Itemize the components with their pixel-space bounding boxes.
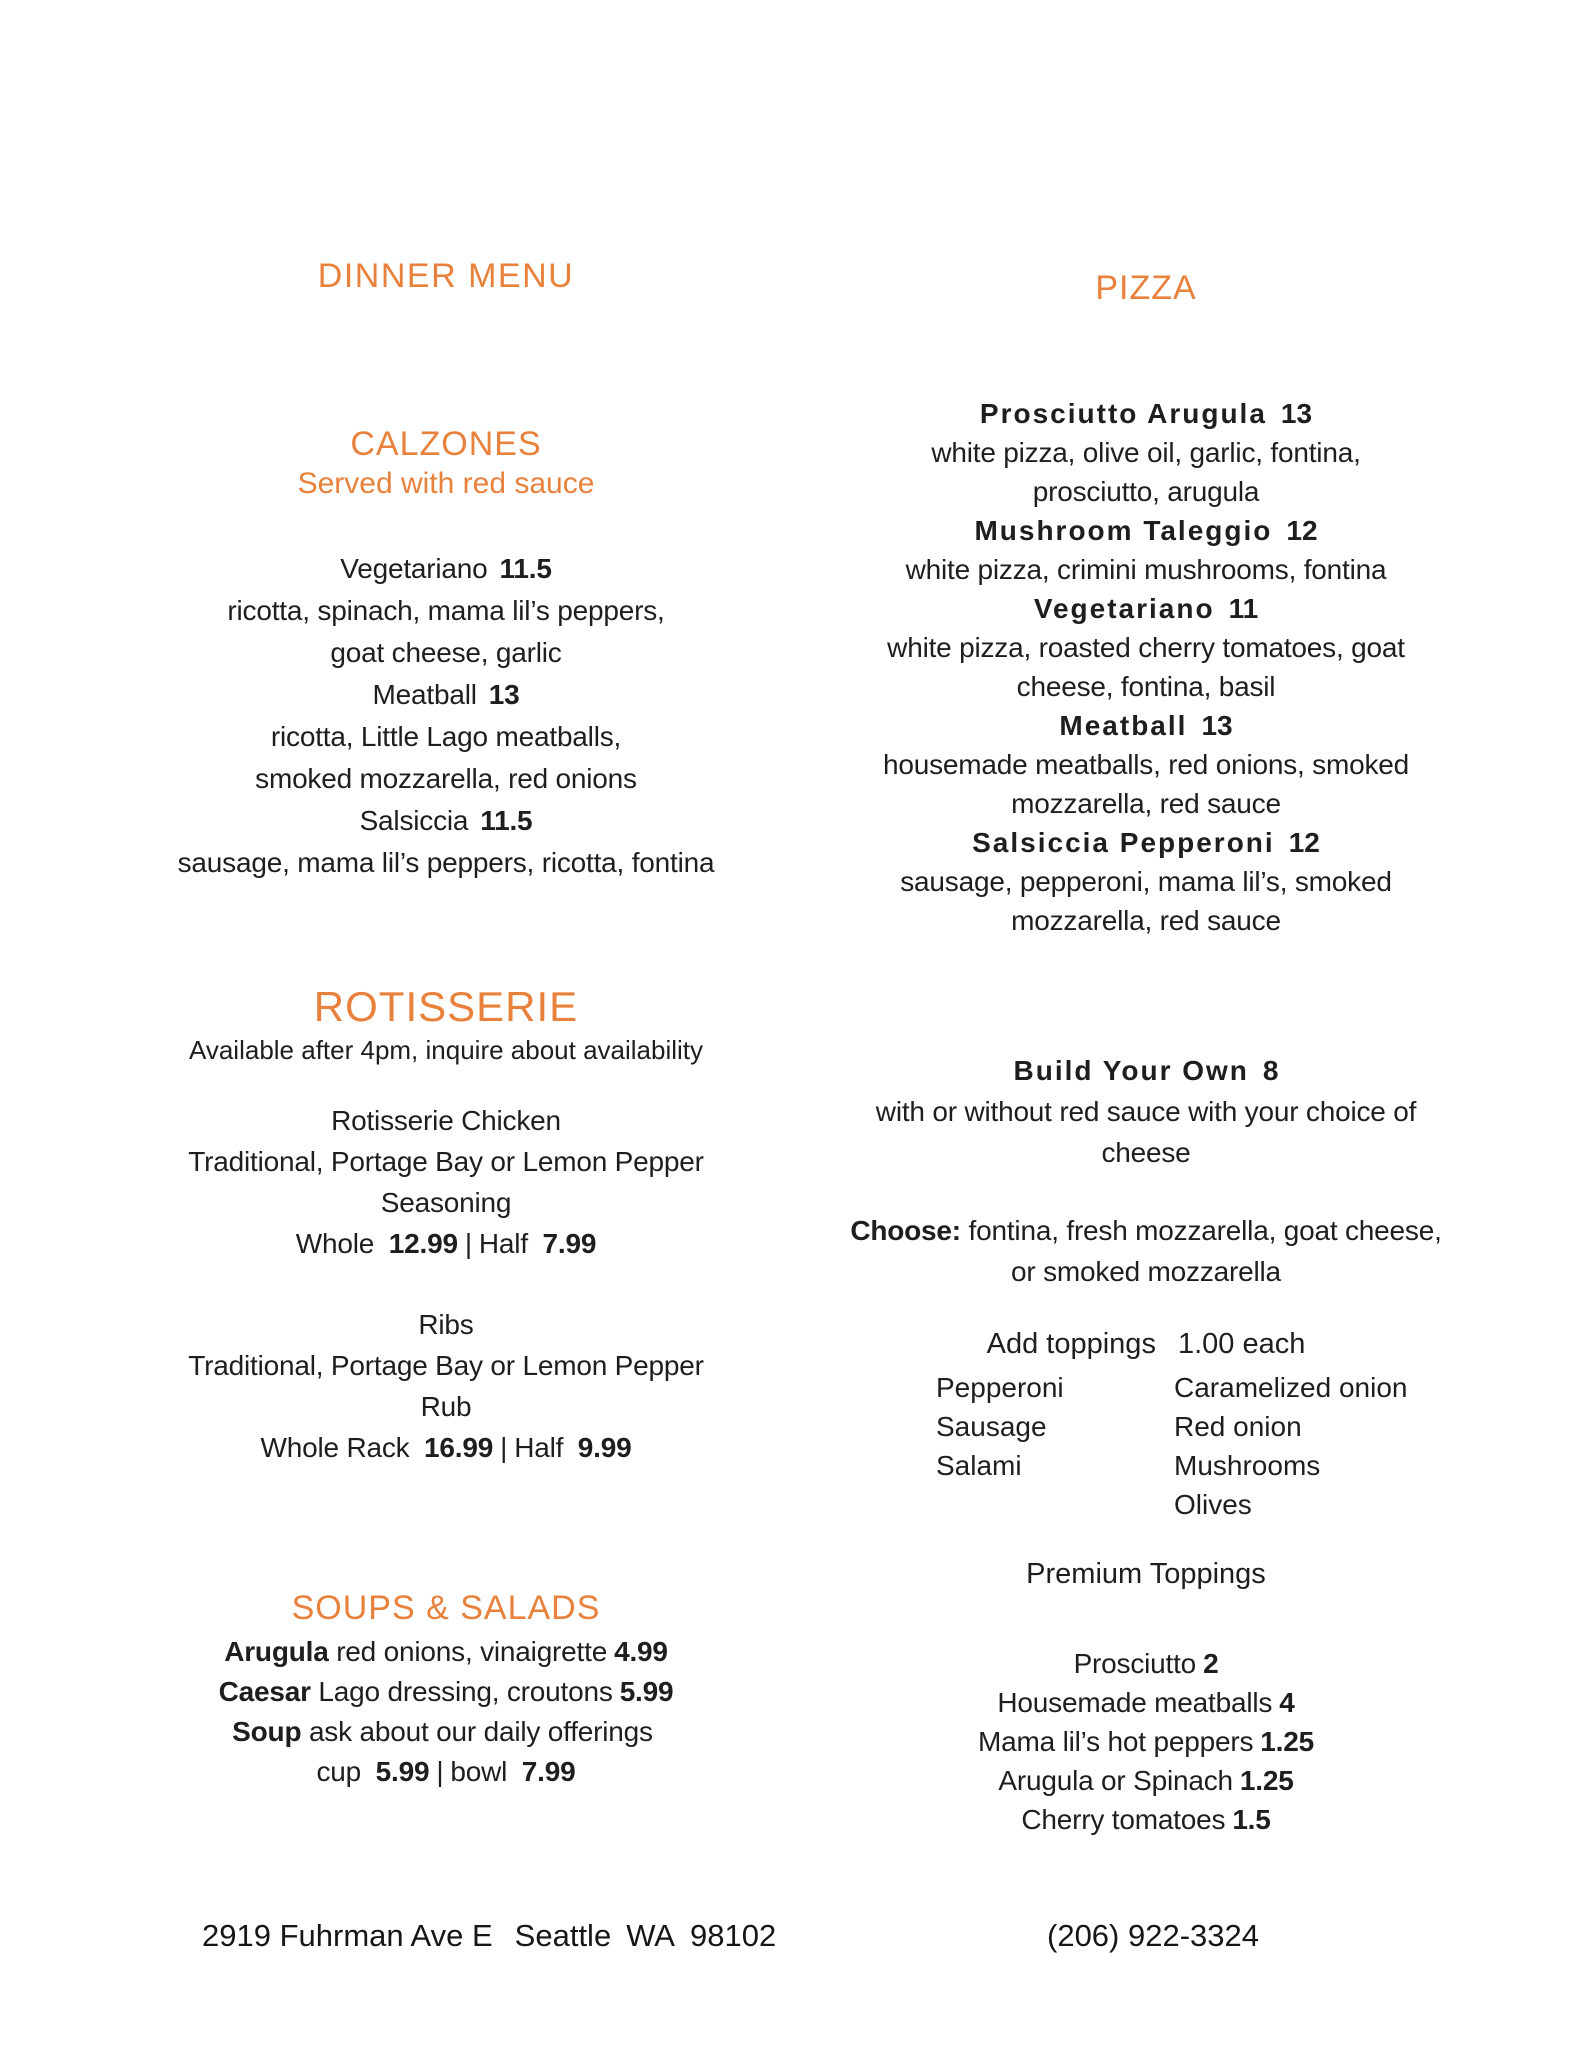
item-price: 2 [1203,1648,1219,1679]
build-your-own-item [840,1050,1452,1173]
cheese-choices: Choose: fontina, fresh mozzarella, goat cheese, or smoked mozzarella [850,1215,1442,1287]
menu-item-description: prosciutto, arugula [1032,476,1260,507]
item-price: 7.99 [521,1756,576,1787]
address-zip: 98102 [689,1918,777,1953]
topping: Sausage [936,1411,1047,1442]
pizza-heading: PIZZA [1095,269,1197,307]
menu-item-description: mozzarella, red sauce [1011,905,1281,936]
item-price: 4 [1279,1687,1295,1718]
item-price: 12 [1286,515,1318,546]
premium-topping: Arugula or Spinach 1.25 [998,1765,1294,1796]
item-price: 12.99 [388,1228,458,1259]
choose-label: Choose: [850,1215,961,1246]
price-divider: | [436,1756,444,1787]
premium-topping: Mama lil’s hot peppers 1.25 [978,1726,1314,1757]
menu-item-name: Rotisserie Chicken [331,1105,561,1136]
menu-item-name-price: Meatball 13 [1059,710,1233,741]
rotisserie-note: Available after 4pm, inquire about availability [188,1035,704,1065]
footer-address [202,1916,776,1956]
soups-salads-heading: SOUPS & SALADS [291,1589,601,1627]
menu-item-description: Traditional, Portage Bay or Lemon Pepper [188,1146,704,1177]
menu-item-description: white pizza, olive oil, garlic, fontina, [931,437,1361,468]
topping: Salami [936,1450,1022,1481]
item-price: 16.99 [424,1432,494,1463]
menu-item-description: sausage, pepperoni, mama lil’s, smoked [900,866,1392,897]
menu-item-description: Rub [420,1391,472,1422]
menu-item-description: cheese, fontina, basil [1016,671,1276,702]
menu-item-description: goat cheese, garlic [330,637,562,668]
item-price: 12 [1288,827,1320,858]
price-options: Whole 12.99 | Half 7.99 [295,1228,597,1259]
toppings-price: 1.00 each [1177,1328,1306,1360]
toppings-list [840,1368,1452,1524]
soups-salads-items [140,1632,752,1792]
topping: Olives [1174,1489,1252,1520]
topping: Red onion [1174,1411,1302,1442]
address-street: 2919 Fuhrman Ave E [202,1918,493,1953]
item-price: 5.99 [619,1676,674,1707]
menu-item-name-price: Prosciutto Arugula 13 [979,398,1313,429]
pizza-items [840,394,1452,940]
menu-item-description: sausage, mama lil’s peppers, ricotta, fontina [177,847,715,878]
price-divider: | [464,1228,472,1259]
item-price: 13 [488,679,520,710]
premium-topping: Housemade meatballs 4 [997,1687,1295,1718]
address-city: Seattle [514,1918,612,1953]
item-price: 1.5 [1232,1804,1271,1835]
menu-item-description: mozzarella, red sauce [1011,788,1281,819]
add-toppings-heading: Add toppings 1.00 each [986,1328,1306,1360]
menu-item-description: smoked mozzarella, red onions [255,763,637,794]
menu-item-name-price: Mushroom Taleggio 12 [974,515,1318,546]
menu-item-description: housemade meatballs, red onions, smoked [882,749,1410,780]
menu-item-description: ricotta, spinach, mama lil’s peppers, [227,595,665,626]
item-price: 8 [1262,1055,1279,1086]
toppings-row [840,1485,1452,1524]
menu-item-description: cheese [1101,1137,1191,1168]
footer-phone: (206) 922-3324 [1047,1918,1259,1953]
menu-item-name-price: Vegetariano 11.5 [340,553,552,584]
menu-item-name-price: Salsiccia Pepperoni 12 [972,827,1320,858]
menu-item: Arugula red onions, vinaigrette 4.99 [224,1636,668,1667]
rotisserie-chicken-item [140,1100,752,1264]
topping: Mushrooms [1174,1450,1321,1481]
menu-item-name: Ribs [418,1309,474,1340]
menu-item: Caesar Lago dressing, croutons 5.99 [218,1676,674,1707]
item-price: 5.99 [375,1756,430,1787]
calzones-items [140,548,752,884]
item-name: Soup [232,1716,302,1747]
toppings-row [840,1407,1452,1446]
menu-item-description: ricotta, Little Lago meatballs, [270,721,622,752]
item-price: 9.99 [577,1432,632,1463]
calzones-subheading: Served with red sauce [297,467,595,500]
menu-item-description: white pizza, roasted cherry tomatoes, goat [887,632,1405,663]
menu-item-name-price: Salsiccia 11.5 [359,805,533,836]
item-price: 11.5 [499,553,552,584]
premium-topping: Prosciutto 2 [1073,1648,1219,1679]
topping: Pepperoni [936,1372,1064,1403]
right-column [840,0,1452,2048]
rotisserie-heading: ROTISSERIE [313,983,579,1030]
toppings-row [840,1368,1452,1407]
topping: Caramelized onion [1174,1372,1408,1403]
item-price: 13 [1201,710,1233,741]
item-price: 7.99 [542,1228,597,1259]
price-divider: | [500,1432,508,1463]
menu-item-description: Seasoning [380,1187,512,1218]
item-price: 11 [1228,593,1259,624]
soup-size-prices: cup 5.99 | bowl 7.99 [316,1756,576,1787]
price-options: Whole Rack 16.99 | Half 9.99 [260,1432,632,1463]
item-price: 13 [1280,398,1313,429]
premium-toppings-list [840,1644,1452,1839]
menu-item-description: white pizza, crimini mushrooms, fontina [905,554,1387,585]
premium-toppings-heading: Premium Toppings [1026,1558,1266,1590]
rotisserie-ribs-item [140,1304,752,1468]
item-price: 1.25 [1260,1726,1314,1757]
menu-item-name-price: Meatball 13 [372,679,520,710]
address-state: WA [626,1918,675,1953]
item-name: Caesar [218,1676,311,1707]
calzones-heading: CALZONES [350,425,542,463]
menu-item-name-price: Vegetariano 11 [1033,593,1259,624]
item-price: 4.99 [614,1636,668,1667]
page-title: DINNER MENU [317,257,575,295]
menu-item-description: Traditional, Portage Bay or Lemon Pepper [188,1350,704,1381]
toppings-row [840,1446,1452,1485]
item-price: 11.5 [480,805,533,836]
left-column [140,0,752,2048]
menu-item-name-price: Build Your Own 8 [1013,1055,1279,1086]
menu-item-description: with or without red sauce with your choice of [875,1096,1417,1127]
item-name: Arugula [224,1636,329,1667]
item-price: 1.25 [1239,1765,1294,1796]
menu-item: Soup ask about our daily offerings [232,1716,653,1747]
premium-topping: Cherry tomatoes 1.5 [1021,1804,1271,1835]
